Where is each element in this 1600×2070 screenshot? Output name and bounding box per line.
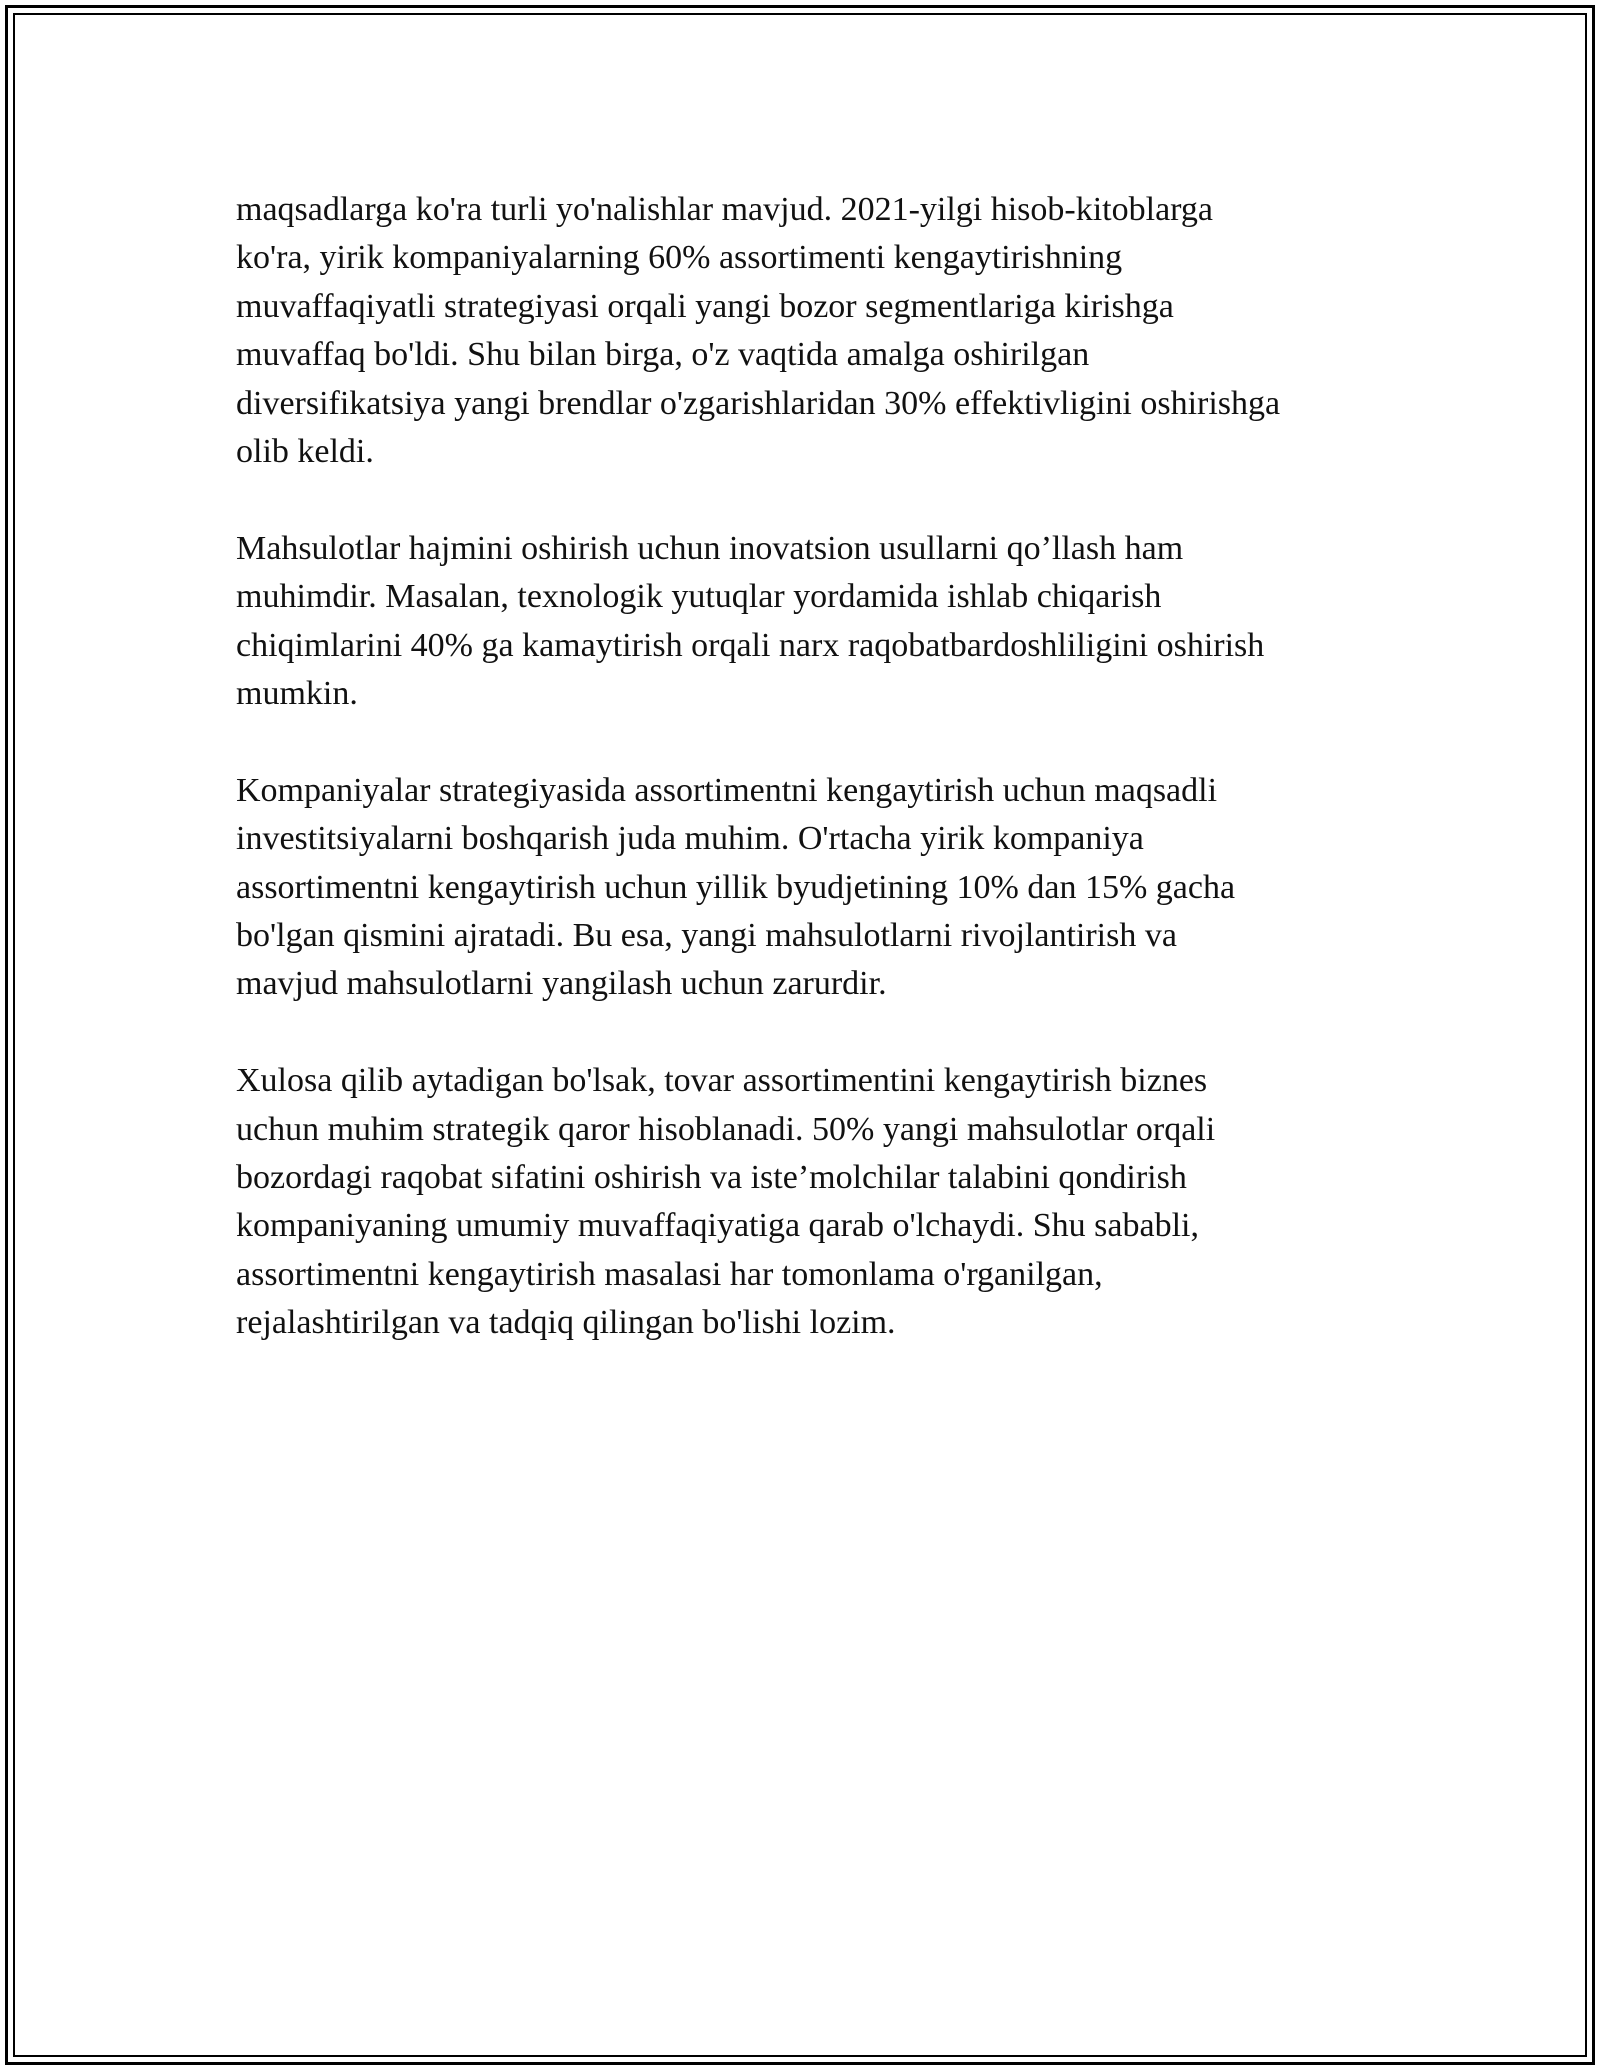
paragraph-line: muhimdir. Masalan, texnologik yutuqlar yordamida ishlab chiqarish bbox=[236, 578, 1162, 616]
paragraph-line: maqsadlarga ko'ra turli yo'nalishlar mavjud. 2021-yilgi hisob-kitoblarga bbox=[236, 191, 1213, 228]
paragraph-line: diversifikatsiya yangi brendlar o'zgarishlaridan 30% effektivligini oshirishga bbox=[236, 384, 1281, 422]
paragraph-line: mumkin. bbox=[236, 675, 358, 713]
paragraph-line: muvaffaq bo'ldi. Shu bilan birga, o'z vaqtida amalga oshirilgan bbox=[236, 336, 1090, 374]
paragraph-line: investitsiyalarni boshqarish juda muhim. O'rtacha yirik kompaniya bbox=[236, 820, 1144, 858]
paragraph-2 bbox=[236, 525, 1386, 719]
paragraph-line: uchun muhim strategik qaror hisoblanadi. 50% yangi mahsulotlar orqali bbox=[236, 1110, 1216, 1148]
paragraph-line: rejalashtirilgan va tadqiq qilingan bo'lishi lozim. bbox=[236, 1304, 896, 1342]
paragraph-line: ko'ra, yirik kompaniyalarning 60% assortimenti kengaytirishning bbox=[236, 239, 1123, 277]
paragraph-line: mavjud mahsulotlarni yangilash uchun zarurdir. bbox=[236, 965, 887, 1003]
document-body bbox=[236, 186, 1386, 1396]
paragraph-4 bbox=[236, 1057, 1386, 1347]
paragraph-line: Mahsulotlar hajmini oshirish uchun inovatsion usullarni qo’llash ham bbox=[236, 529, 1184, 567]
paragraph-line: Xulosa qilib aytadigan bo'lsak, tovar assortimentini kengaytirish biznes bbox=[236, 1062, 1208, 1100]
paragraph-3 bbox=[236, 767, 1386, 1009]
paragraph-line: bozordagi raqobat sifatini oshirish va iste’molchilar talabini qondirish bbox=[236, 1159, 1187, 1197]
paragraph-line: assortimentni kengaytirish masalasi har tomonlama o'rganilgan, bbox=[236, 1255, 1103, 1293]
paragraph-line: chiqimlarini 40% ga kamaytirish orqali narx raqobatbardoshliligini oshirish bbox=[236, 626, 1265, 664]
paragraph-line: muvaffaqiyatli strategiyasi orqali yangi bozor segmentlariga kirishga bbox=[236, 287, 1174, 325]
paragraph-line: kompaniyaning umumiy muvaffaqiyatiga qarab o'lchaydi. Shu sababli, bbox=[236, 1207, 1199, 1245]
paragraph-line: bo'lgan qismini ajratadi. Bu esa, yangi mahsulotlarni rivojlantirish va bbox=[236, 917, 1177, 955]
paragraph-line: olib keldi. bbox=[236, 433, 374, 471]
paragraph-1 bbox=[236, 186, 1386, 476]
paragraph-line: assortimentni kengaytirish uchun yillik byudjetining 10% dan 15% gacha bbox=[236, 868, 1236, 906]
paragraph-line: Kompaniyalar strategiyasida assortimentni kengaytirish uchun maqsadli bbox=[236, 771, 1218, 809]
